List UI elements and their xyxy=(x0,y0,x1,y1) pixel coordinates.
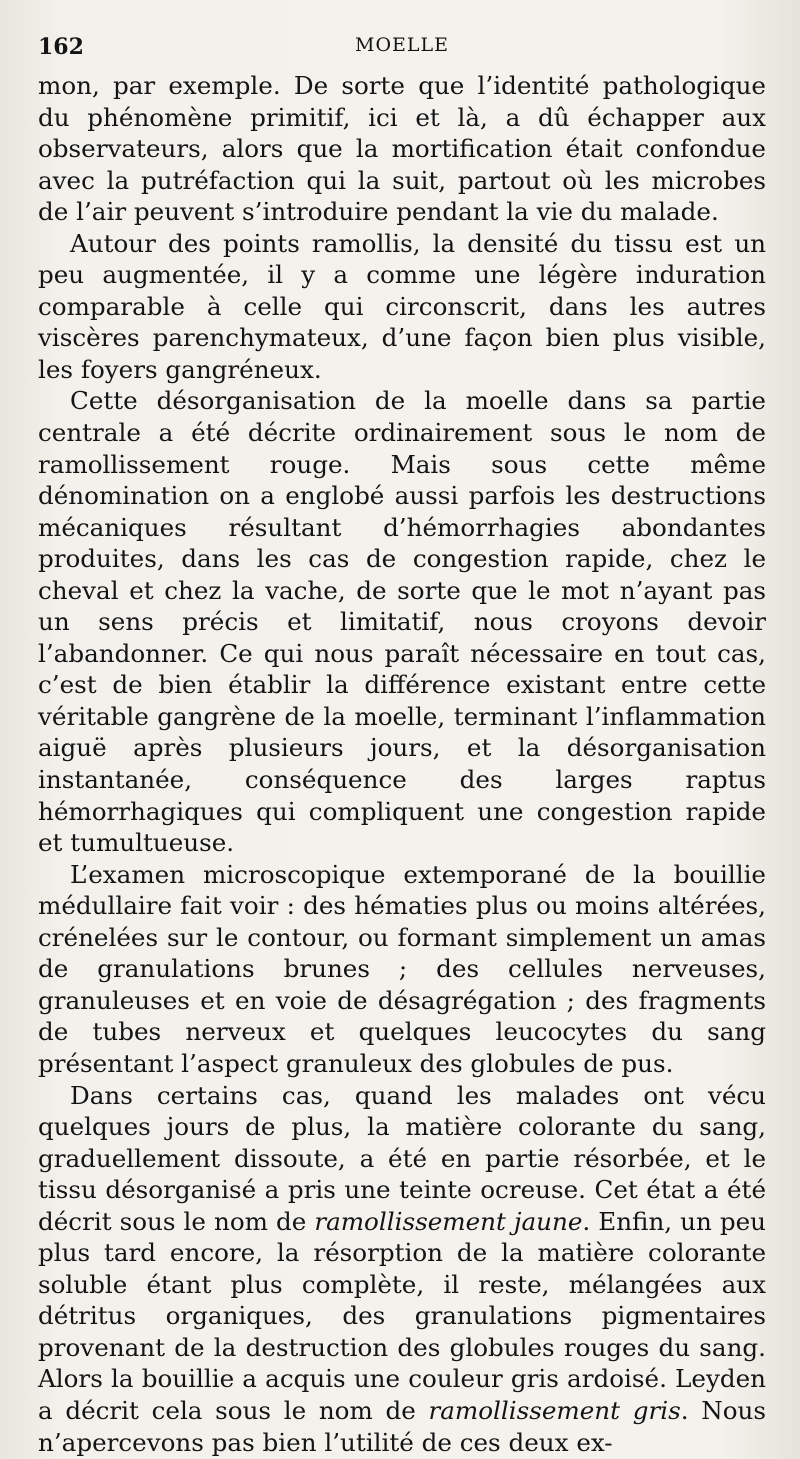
paragraph-text-segment: . Enfin, un peu plus tard encore, la résorption de la matière colorante soluble étant plus complète, il reste, mélangées aux détritus organiques, des granulations pigmentaires provenant de la destruction des globules rouges du sang. Alors la bouillie a acquis une couleur gris ardoisé. Leyden a décrit cela sous le nom de xyxy=(38,1206,766,1425)
paragraph-induration: Autour des points ramollis, la densité du tissu est un peu augmentée, il y a comme une légère induration comparable à celle qui circonscrit, dans les autres viscères parenchymateux, d’une façon bien plus visible, les foyers gangréneux. xyxy=(38,228,766,384)
paragraph-text-segment: Dans certains cas, quand les malades ont vécu quelques jours de plus, la matière colorante du sang, graduellement dissoute, a été en partie résorbée, et le tissu désorganisé a pris une teinte ocreuse. Cet état a été décrit sous le nom de xyxy=(38,1080,766,1236)
body-text xyxy=(38,70,766,1458)
paragraph-continuation: mon, par exemple. De sorte que l’identité pathologique du phénomène primitif, ici et là, a dû échapper aux observateurs, alors que la mortification était confondue avec la putréfaction qui la suit, partout où les microbes de l’air peuvent s’introduire pendant la vie du malade. xyxy=(38,71,766,227)
paragraph-ramollissement-jaune-gris xyxy=(38,1080,766,1459)
paragraph-examen-microscopique: L’examen microscopique extemporané de la bouillie médullaire fait voir : des hématies plus ou moins altérées, crénelées sur le contour, ou formant simplement un amas de granulations brunes ; des cellules nerveuses, granuleuses et en voie de désagrégation ; des fragments de tubes nerveux et quelques leucocytes du sang présentant l’aspect granuleux des globules de pus. xyxy=(38,859,766,1078)
page-header xyxy=(38,30,766,70)
running-head: MOELLE xyxy=(354,34,449,56)
italic-term-ramollissement-jaune: ramollissement jaune xyxy=(314,1206,583,1236)
paragraph-ramollissement-rouge: Cette désorganisation de la moelle dans sa partie centrale a été décrite ordinairement sous le nom de ramollissement rouge. Mais sous cette même dénomination on a englobé aussi parfois les destructions mécaniques résultant d’hémorrhagies abondantes produites, dans les cas de congestion rapide, chez le cheval et chez la vache, de sorte que le mot n’ayant pas un sens précis et limitatif, nous croyons devoir l’abandonner. Ce qui nous paraît nécessaire en tout cas, c’est de bien établir la différence existant entre cette véritable gangrène de la moelle, terminant l’inflammation aiguë après plusieurs jours, et la désorganisation instantanée, conséquence des larges raptus hémorrhagiques qui compliquent une congestion rapide et tumultueuse. xyxy=(38,386,766,858)
page-number: 162 xyxy=(38,34,84,60)
italic-term-ramollissement-gris: ramollissement gris xyxy=(428,1395,681,1425)
paragraph-text-segment: . Nous n’apercevons pas bien l’utilité de ces deux ex- xyxy=(38,1395,766,1457)
